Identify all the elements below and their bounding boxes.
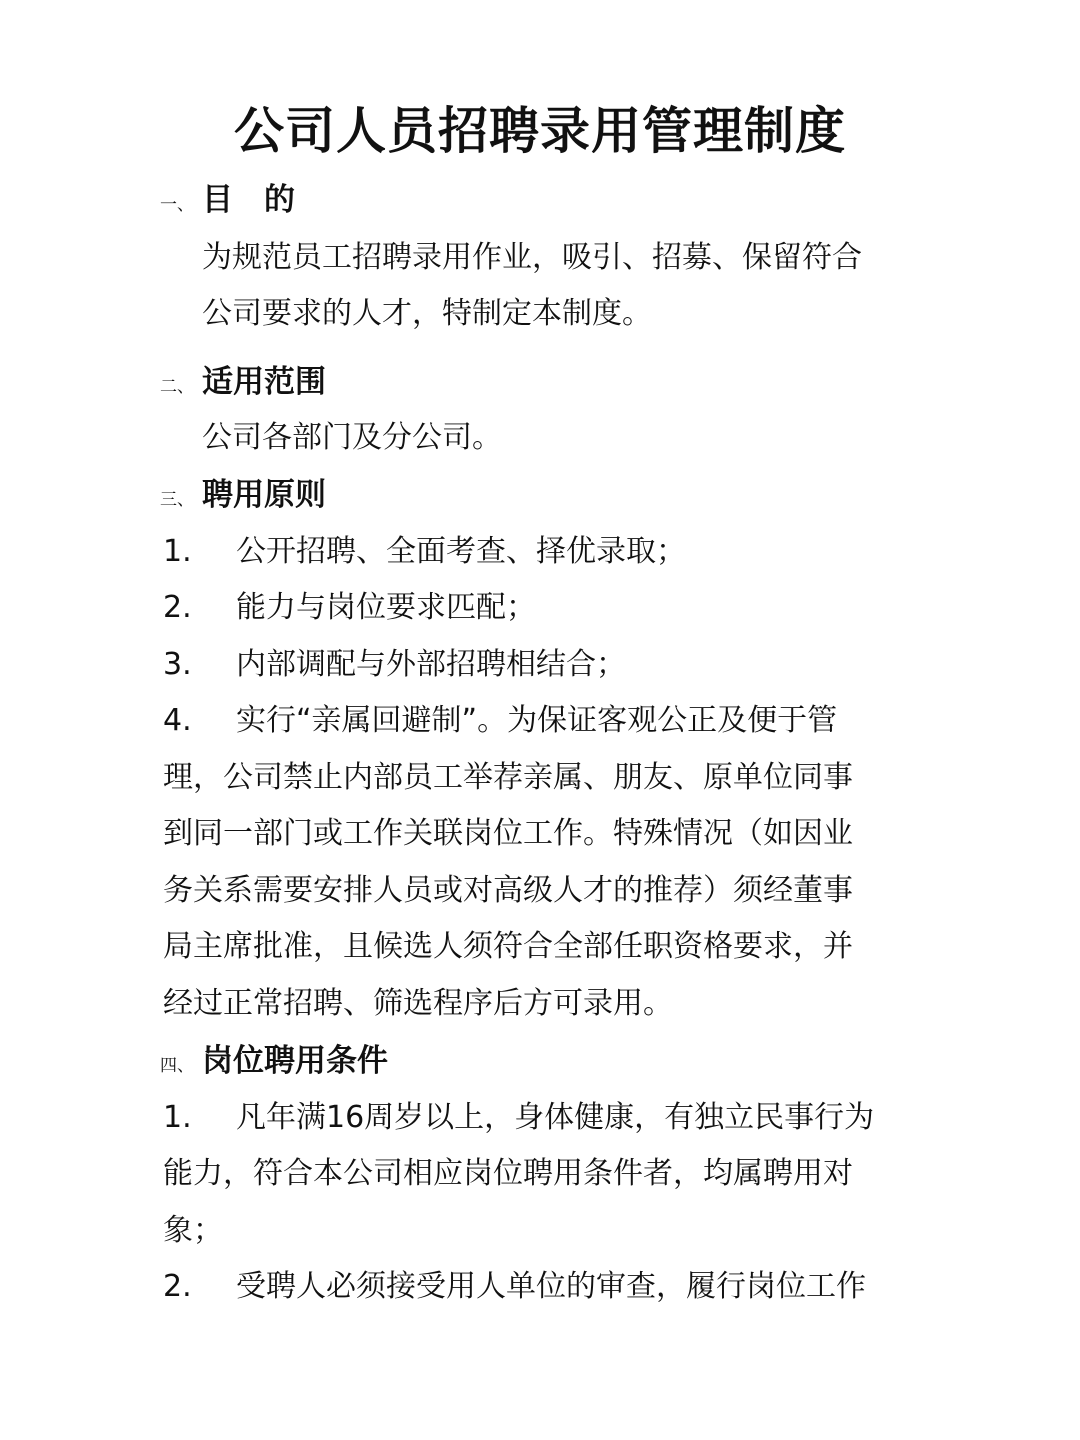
section-title: 岗位聘用条件 [202,1043,388,1079]
item-number: 2. [163,1269,192,1304]
paragraph-line: 务关系需要安排人员或对高级人才的推荐）须经董事 [163,873,853,908]
section-number: 四、 [160,1056,194,1076]
section-number: 三、 [160,490,194,510]
paragraph-line: 到同一部门或工作关联岗位工作。特殊情况（如因业 [163,816,853,851]
paragraph-line: 经过正常招聘、筛选程序后方可录用。 [163,986,673,1021]
document-title: 公司人员招聘录用管理制度 [234,102,846,160]
section-title: 聘用原则 [202,477,326,513]
item-text: 凡年满16周岁以上，身体健康，有独立民事行为 [236,1100,875,1135]
list-item [163,1096,874,1140]
section-number: 二、 [160,377,194,397]
item-text: 内部调配与外部招聘相结合； [236,647,626,682]
section-heading-principles [160,473,326,517]
paragraph-line: 能力，符合本公司相应岗位聘用条件者，均属聘用对 [163,1156,853,1191]
item-text: 公开招聘、全面考查、择优录取； [236,534,686,569]
item-number: 1. [163,1100,192,1135]
section-heading-purpose [160,178,295,222]
section-title: 目 的 [202,182,295,218]
list-item [163,699,837,743]
item-text: 能力与岗位要求匹配； [236,590,536,625]
section-heading-scope [160,360,326,404]
item-number: 2. [163,590,192,625]
section-heading-conditions [160,1039,388,1083]
list-item [163,530,686,574]
section-number: 一、 [160,195,194,215]
list-item [163,1265,866,1309]
list-item [163,586,536,630]
section-title: 适用范围 [202,364,326,400]
item-text: 受聘人必须接受用人单位的审查，履行岗位工作 [236,1269,866,1304]
list-item [163,643,626,687]
paragraph-line: 局主席批准，且候选人须符合全部任职资格要求，并 [163,929,853,964]
paragraph-line: 公司要求的人才，特制定本制度。 [202,296,652,331]
paragraph-line: 为规范员工招聘录用作业，吸引、招募、保留符合 [202,240,862,275]
paragraph-line: 理，公司禁止内部员工举荐亲属、朋友、原单位同事 [163,760,853,795]
paragraph-line: 象； [163,1213,223,1248]
item-text: 实行“亲属回避制”。为保证客观公正及便于管 [236,703,838,738]
item-number: 3. [163,647,192,682]
item-number: 4. [163,703,192,738]
paragraph-line: 公司各部门及分公司。 [202,420,502,455]
item-number: 1. [163,534,192,569]
